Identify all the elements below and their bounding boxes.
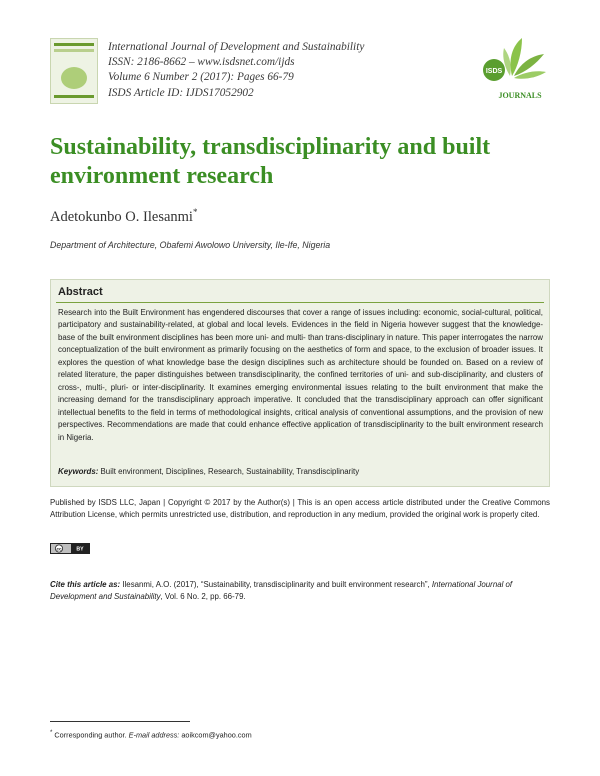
cc-label: cc — [56, 546, 62, 552]
logo-text-isds: ISDS — [485, 68, 503, 75]
journal-name: International Journal of Development and Sustainability — [108, 41, 365, 53]
citation — [50, 579, 550, 604]
citation-journal: International Journal of Development and Sustainability — [50, 580, 513, 602]
citation-tail: , Vol. 6 No. 2, pp. 66-79. — [160, 592, 246, 602]
cc-by-badge[interactable] — [50, 543, 90, 554]
footnote — [50, 729, 252, 739]
cover-band — [54, 49, 94, 52]
citation-label: Cite this article as: — [50, 580, 121, 589]
footnote-text: Corresponding author. — [52, 730, 129, 740]
keywords-list: Built environment, Disciplines, Research, Sustainability, Transdisciplinarity — [100, 467, 360, 476]
cover-band — [54, 95, 94, 98]
logo-text-journals: JOURNALS — [498, 91, 542, 100]
footnote-rule — [50, 721, 190, 722]
cc-by-label: BY — [76, 546, 84, 553]
footnote-mark: * — [50, 729, 53, 736]
journal-cover-thumbnail — [50, 38, 98, 104]
abstract-heading: Abstract — [58, 286, 103, 298]
journal-issn: ISSN: 2186-8662 – www.isdsnet.com/ijds — [108, 56, 295, 69]
abstract-box — [50, 279, 550, 487]
author-line — [50, 207, 197, 226]
affiliation: Department of Architecture, Obafemi Awolowo University, Ile-Ife, Nigeria — [50, 240, 331, 250]
cover-leaf-graphic — [61, 67, 87, 89]
abstract-divider — [56, 302, 544, 303]
citation-text: Ilesanmi, A.O. (2017), “Sustainability, transdisciplinarity and built environment research”, — [120, 580, 432, 589]
license-statement: Published by ISDS LLC, Japan | Copyright © 2017 by the Author(s) | This is an open access article distributed under the Creative Commons Attribution License, which permits unrestricted use, distribution, and reproduction in any medium, provided the original work is properly cited. — [50, 498, 550, 520]
cc-icon — [51, 544, 89, 553]
journal-volume: Volume 6 Number 2 (2017): Pages 66-79 — [108, 71, 294, 84]
article-title: Sustainability, transdisciplinarity and built environment research — [50, 134, 491, 189]
article-id: ISDS Article ID: IJDS17052902 — [108, 86, 254, 99]
footnote-email-label: E-mail address: — [128, 730, 180, 740]
author-mark: * — [192, 207, 198, 217]
author-name: Adetokunbo O. Ilesanmi — [50, 208, 193, 225]
isds-journals-logo — [478, 36, 548, 102]
journal-info — [108, 40, 364, 101]
cover-band — [54, 43, 94, 46]
abstract-text: Research into the Built Environment has engendered discourses that cover a range of issues including: economic, social-cultural, political, participatory and sustainability-related, at global and local levels. Evidences in the field in Nigeria however suggest that the knowledge-base of the built environment disciplines has been more uni- and multi- than trans-disciplinary in nature. This paper interrogates the narrow conceptualization of the built environment as primarily focusing on the aesthetics of form and space, to the exclusion of broader issues. It explores the question of what knowledge base the design disciplines such as architecture should be founded on. Based on a review of related literature, the paper distinguishes between transdisciplinarity, the confined territories of uni- and sub-disciplinarity, and clusters of cross-, multi-, pluri- or inter-disciplinarity. It examines emerging environmental issues relating to the built environment that make the increasing demand for the transdisciplinary approach imperative. It concluded that the transdisciplinary approach can offer significant intellectual benefits to the field in terms of methodological insights, critical analysis of conventional assumptions, and the provision of new perspectives. Recommendations are made that could enhance effective application of transdisciplinarity to the built environment research in Nigeria. — [58, 308, 543, 442]
keywords-label: Keywords: — [58, 467, 99, 476]
footnote-email[interactable]: aoikcom@yahoo.com — [179, 730, 252, 740]
keywords-line — [58, 467, 359, 476]
